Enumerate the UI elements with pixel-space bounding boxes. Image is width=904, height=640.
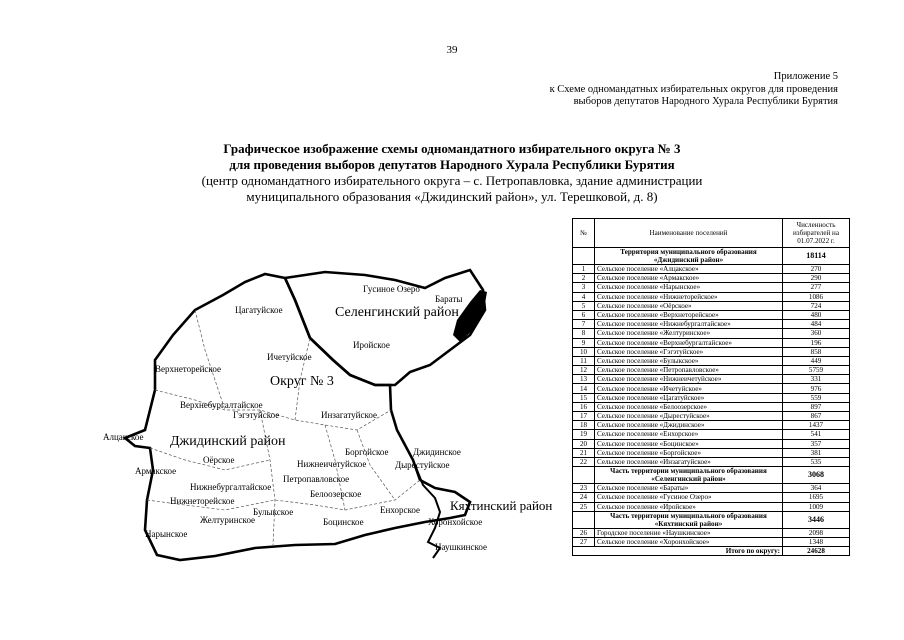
table-row [573, 265, 850, 274]
table-section-row [573, 248, 850, 265]
row-settlement: Сельское поселение «Боргойское» [595, 448, 783, 457]
row-voters: 480 [783, 310, 850, 319]
appendix-line-1: Приложение 5 [773, 71, 838, 82]
row-voters: 1437 [783, 421, 850, 430]
table-row [573, 537, 850, 546]
row-voters: 2098 [783, 528, 850, 537]
table-row [573, 366, 850, 375]
row-number: 23 [573, 484, 595, 493]
row-voters: 381 [783, 448, 850, 457]
row-settlement: Сельское поселение «Инзагатуйское» [595, 457, 783, 466]
section-total: 18114 [783, 248, 850, 265]
row-voters: 1009 [783, 502, 850, 511]
table-row [573, 292, 850, 301]
table-row [573, 528, 850, 537]
table-row [573, 283, 850, 292]
row-settlement: Сельское поселение «Нижнеичетуйское» [595, 375, 783, 384]
table-row [573, 493, 850, 502]
row-number: 24 [573, 493, 595, 502]
label-petropavlovskoe: Петропавловское [283, 474, 350, 484]
label-enkhorskoe: Енхорское [380, 505, 420, 515]
label-ichetuyskoe: Ичетуйское [267, 352, 312, 362]
label-baraty: Бараты [435, 294, 463, 304]
label-khoronkhoyskoe: Хоронхойское [428, 517, 483, 527]
table-section-row [573, 467, 850, 484]
label-zhelturinskoe: Желтуринское [200, 515, 256, 525]
row-number: 21 [573, 448, 595, 457]
row-number: 1 [573, 265, 595, 274]
row-voters: 858 [783, 347, 850, 356]
row-number: 5 [573, 301, 595, 310]
table-row [573, 402, 850, 411]
row-settlement: Сельское поселение «Желтуринское» [595, 329, 783, 338]
section-title: Территория муниципального образования «Джидинский район» [595, 248, 783, 265]
row-voters: 1348 [783, 537, 850, 546]
row-settlement: Сельское поселение «Енхорское» [595, 430, 783, 439]
row-voters: 559 [783, 393, 850, 402]
label-inzagatuyskoe: Инзагатуйское [321, 410, 377, 420]
section-spacer [573, 511, 595, 528]
district-map [95, 260, 567, 570]
table-row [573, 457, 850, 466]
row-settlement: Сельское поселение «Петропавловское» [595, 366, 783, 375]
section-spacer [573, 248, 595, 265]
row-number: 19 [573, 430, 595, 439]
label-selenginsky: Селенгинский район [335, 305, 459, 320]
row-number: 15 [573, 393, 595, 402]
appendix-line-3: выборов депутатов Народного Хурала Республики Бурятия [573, 96, 838, 107]
row-number: 20 [573, 439, 595, 448]
row-voters: 724 [783, 301, 850, 310]
row-number: 6 [573, 310, 595, 319]
header-count: Численность избирателей на 01.07.2022 г. [783, 219, 850, 248]
section-total: 3446 [783, 511, 850, 528]
appendix-note [550, 71, 838, 109]
label-altsakskoe: Алцакское [103, 432, 144, 442]
row-number: 16 [573, 402, 595, 411]
table-row [573, 448, 850, 457]
table-row [573, 356, 850, 365]
row-settlement: Сельское поселение «Гэгэтуйское» [595, 347, 783, 356]
title-line-4: муниципального образования «Джидинский район», ул. Терешковой, д. 8) [246, 189, 658, 204]
row-number: 27 [573, 537, 595, 546]
row-settlement: Городское поселение «Наушкинское» [595, 528, 783, 537]
row-voters: 1086 [783, 292, 850, 301]
table-row [573, 347, 850, 356]
label-bulykskoe: Булыкское [253, 507, 294, 517]
table-row [573, 310, 850, 319]
row-settlement: Сельское поселение «Дырестуйское» [595, 412, 783, 421]
row-number: 13 [573, 375, 595, 384]
section-spacer [573, 467, 595, 484]
header-name: Наименование поселений [595, 219, 783, 248]
row-voters: 290 [783, 274, 850, 283]
label-nizhnetoreyskoe: Нижнеторейское [170, 496, 235, 506]
label-tsagatuyskoe: Цагатуйское [235, 305, 283, 315]
row-settlement: Сельское поселение «Армакское» [595, 274, 783, 283]
label-verkhnetoreyskoe: Верхнеторейское [155, 364, 221, 374]
row-settlement: Сельское поселение «Цагатуйское» [595, 393, 783, 402]
row-voters: 535 [783, 457, 850, 466]
row-settlement: Сельское поселение «Нижнеторейское» [595, 292, 783, 301]
row-settlement: Сельское поселение «Нижнебургалтайское» [595, 320, 783, 329]
label-beloozerskoe: Белоозерское [310, 489, 362, 499]
title-line-3: (центр одномандатного избирательного округа – с. Петропавловка, здание администрации [201, 173, 703, 188]
table-total-row [573, 547, 850, 556]
row-settlement: Сельское поселение «Нарынское» [595, 283, 783, 292]
row-number: 18 [573, 421, 595, 430]
table-row [573, 274, 850, 283]
label-naushkinskoe: Наушкинское [435, 542, 487, 552]
table-row [573, 375, 850, 384]
table-row [573, 320, 850, 329]
row-voters: 360 [783, 329, 850, 338]
label-okrug: Округ № 3 [270, 374, 334, 389]
table-section-row [573, 511, 850, 528]
label-botsinskoe: Боцинское [323, 517, 364, 527]
table-row [573, 484, 850, 493]
row-settlement: Сельское поселение «Хоронхойское» [595, 537, 783, 546]
row-number: 9 [573, 338, 595, 347]
page-number: 39 [446, 44, 458, 56]
appendix-line-2: к Схеме одномандатных избирательных округов для проведения [549, 83, 838, 95]
row-voters: 196 [783, 338, 850, 347]
row-settlement: Сельское поселение «Джидинское» [595, 421, 783, 430]
section-title: Часть территории муниципального образования «Селенгинский район» [595, 467, 783, 484]
table-row [573, 329, 850, 338]
table-row [573, 412, 850, 421]
table-row [573, 439, 850, 448]
row-settlement: Сельское поселение «Гусиное Озеро» [595, 493, 783, 502]
label-dzhidinskoe: Джидинское [413, 447, 461, 457]
row-number: 8 [573, 329, 595, 338]
row-voters: 1695 [783, 493, 850, 502]
row-number: 26 [573, 528, 595, 537]
total-label: Итого по округу: [573, 547, 783, 556]
row-number: 14 [573, 384, 595, 393]
row-voters: 331 [783, 375, 850, 384]
row-settlement: Сельское поселение «Ичетуйское» [595, 384, 783, 393]
section-total: 3068 [783, 467, 850, 484]
label-gegetuyskoe: Гэгэтуйское [233, 410, 280, 420]
row-number: 17 [573, 412, 595, 421]
total-value: 24628 [783, 547, 850, 556]
label-kyakhtinsky: Кяхтинский район [450, 498, 553, 513]
row-voters: 277 [783, 283, 850, 292]
row-number: 2 [573, 274, 595, 283]
row-settlement: Сельское поселение «Булыкское» [595, 356, 783, 365]
row-settlement: Сельское поселение «Бараты» [595, 484, 783, 493]
label-gusinoe: Гусиное Озеро [363, 284, 420, 294]
header-number: № [573, 219, 595, 248]
table-row [573, 384, 850, 393]
label-verkhneburgaltayskoe: Верхнебургалтайское [180, 400, 263, 410]
row-voters: 867 [783, 412, 850, 421]
table-body [573, 248, 850, 556]
row-settlement: Сельское поселение «Оёрское» [595, 301, 783, 310]
table-row [573, 430, 850, 439]
row-number: 12 [573, 366, 595, 375]
table-header [573, 219, 850, 248]
label-narynskoe: Нарынское [145, 529, 188, 539]
label-borgoyskoe: Боргойское [345, 447, 389, 457]
row-number: 11 [573, 356, 595, 365]
row-number: 22 [573, 457, 595, 466]
row-voters: 364 [783, 484, 850, 493]
table-row [573, 301, 850, 310]
row-voters: 5759 [783, 366, 850, 375]
row-settlement: Сельское поселение «Алцакское» [595, 265, 783, 274]
row-voters: 976 [783, 384, 850, 393]
section-title: Часть территории муниципального образования «Кяхтинский район» [595, 511, 783, 528]
table-row [573, 338, 850, 347]
table-row [573, 421, 850, 430]
row-number: 4 [573, 292, 595, 301]
table-row [573, 393, 850, 402]
document-title [150, 141, 754, 205]
title-line-2: для проведения выборов депутатов Народного Хурала Республики Бурятия [229, 157, 675, 172]
label-nizhneichetuyskoe: Нижнеичетуйское [297, 459, 367, 469]
label-dyrestuyskoe: Дырестуйское [395, 460, 450, 470]
row-settlement: Сельское поселение «Иройское» [595, 502, 783, 511]
voters-table [572, 218, 850, 556]
row-voters: 484 [783, 320, 850, 329]
row-settlement: Сельское поселение «Верхнебургалтайское» [595, 338, 783, 347]
row-number: 7 [573, 320, 595, 329]
row-voters: 357 [783, 439, 850, 448]
row-settlement: Сельское поселение «Верхнеторейское» [595, 310, 783, 319]
row-number: 25 [573, 502, 595, 511]
title-line-1: Графическое изображение схемы одномандатного избирательного округа № 3 [223, 141, 681, 156]
table-row [573, 502, 850, 511]
row-voters: 541 [783, 430, 850, 439]
row-settlement: Сельское поселение «Боцинское» [595, 439, 783, 448]
row-voters: 270 [783, 265, 850, 274]
label-nizhneburgaltayskoe: Нижнебургалтайское [190, 482, 272, 492]
label-oerskoe: Оёрское [203, 455, 235, 465]
row-voters: 897 [783, 402, 850, 411]
row-number: 3 [573, 283, 595, 292]
row-settlement: Сельское поселение «Белоозерское» [595, 402, 783, 411]
row-number: 10 [573, 347, 595, 356]
label-dzhidinsky: Джидинский район [170, 434, 286, 449]
row-voters: 449 [783, 356, 850, 365]
label-armakskoe: Армакское [135, 466, 177, 476]
label-iroyskoe: Иройское [353, 340, 390, 350]
